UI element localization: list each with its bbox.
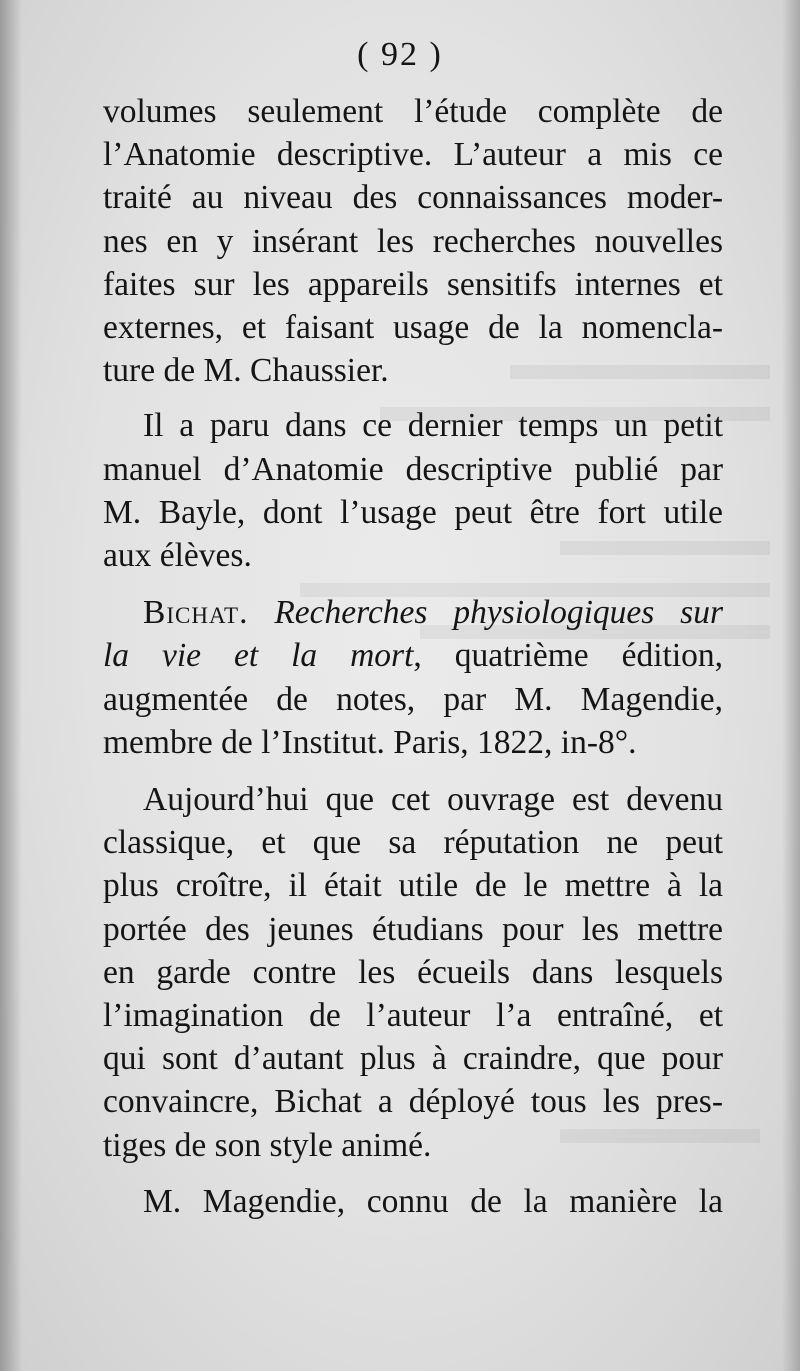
page-edge-shadow-right bbox=[782, 0, 800, 1371]
text-line: M. Magendie, connu de la manière la bbox=[143, 1182, 723, 1220]
text-line: l’Anatomie descriptive. L’auteur a mis ce bbox=[103, 136, 723, 174]
text-line: Aujourd’hui que cet ouvrage est devenu bbox=[143, 781, 723, 819]
citation-line: augmentée de notes, par M. Magendie, bbox=[103, 680, 723, 718]
citation-bichat bbox=[103, 591, 723, 764]
paragraph-1 bbox=[103, 90, 723, 392]
text-line: Il a paru dans ce dernier temps un petit bbox=[143, 407, 723, 445]
paragraph-5 bbox=[103, 1180, 723, 1223]
text-line: ture de M. Chaussier. bbox=[103, 352, 389, 390]
text-line: en garde contre les écueils dans lesquels bbox=[103, 953, 723, 991]
citation-line bbox=[103, 591, 723, 634]
text-line: faites sur les appareils sensitifs internes et bbox=[103, 265, 723, 303]
page-edge-shadow-left bbox=[0, 0, 22, 1371]
text-line: tiges de son style animé. bbox=[103, 1126, 432, 1164]
text-line: plus croître, il était utile de le mettre à la bbox=[103, 867, 723, 905]
text-line: nes en y insérant les recherches nouvelles bbox=[103, 222, 723, 260]
text-line: traité au niveau des connaissances moder- bbox=[103, 179, 723, 217]
text-line: qui sont d’autant plus à craindre, que pour bbox=[103, 1040, 723, 1078]
page-number: ( 92 ) bbox=[357, 36, 443, 73]
text-line: l’imagination de l’auteur l’a entraîné, et bbox=[103, 997, 723, 1035]
text-line: convaincre, Bichat a déployé tous les pres- bbox=[103, 1083, 723, 1121]
text-line: classique, et que sa réputation ne peut bbox=[103, 824, 723, 862]
citation-title-cont: la vie et la mort bbox=[103, 637, 414, 675]
text-line: volumes seulement l’étude complète de bbox=[103, 93, 723, 130]
citation-line: membre de l’Institut. Paris, 1822, in-8°. bbox=[103, 723, 637, 761]
text-line: portée des jeunes étudians pour les mettre bbox=[103, 910, 723, 948]
citation-title: Recherches physiologiques sur bbox=[274, 594, 724, 632]
citation-line bbox=[103, 634, 723, 677]
text-line: aux élèves. bbox=[103, 537, 252, 575]
citation-author: Bichat. bbox=[143, 594, 249, 632]
citation-edition: , quatrième édition, bbox=[413, 637, 723, 675]
body-text bbox=[103, 90, 723, 1223]
paragraph-4 bbox=[103, 778, 723, 1167]
text-line: M. Bayle, dont l’usage peut être fort utile bbox=[103, 493, 723, 531]
paragraph-2 bbox=[103, 404, 723, 577]
text-line: manuel d’Anatomie descriptive publié par bbox=[103, 450, 723, 488]
text-line: externes, et faisant usage de la nomencla- bbox=[103, 309, 723, 347]
